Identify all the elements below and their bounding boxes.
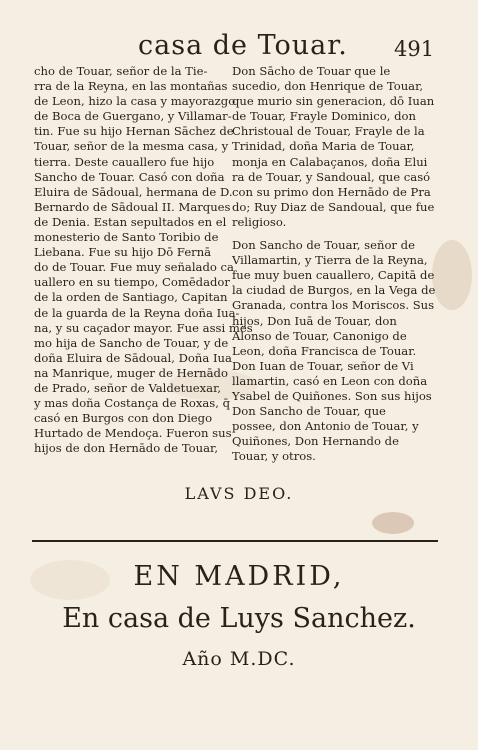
- text-line: Eluira de Sādoual, hermana de D.: [34, 184, 233, 199]
- text-line: ra de Touar, y Sandoual, que casó: [232, 169, 431, 184]
- text-line: na, y su caçador mayor. Fue assi mes: [34, 320, 253, 335]
- imprint-printer: En casa de Luys Sanchez.: [62, 603, 416, 634]
- text-line: Sancho de Touar. Casó con doña: [34, 169, 225, 184]
- text-line: Villamartin, y Tierra de la Reyna,: [232, 253, 428, 268]
- text-line: Touar, y otros.: [232, 449, 316, 464]
- text-line: Ysabel de Quiñones. Son sus hijos: [232, 388, 432, 403]
- text-line: rra de la Reyna, en las montañas: [34, 79, 228, 94]
- text-line: de Boca de Guergano, y Villamar-: [34, 109, 232, 124]
- text-line: Hurtado de Mendoça. Fueron sus: [34, 426, 232, 441]
- text-line: Don Iuan de Touar, señor de Vi: [232, 358, 414, 373]
- text-line: Trinidad, doña Maria de Touar,: [232, 139, 415, 154]
- text-line: Quiñones, Don Hernando de: [232, 434, 399, 449]
- text-line: cho de Touar, señor de la Tie-: [34, 64, 208, 78]
- text-line: de Touar, Frayle Dominico, don: [232, 109, 416, 124]
- text-line: Liebana. Fue su hijo Dō Fernā: [34, 245, 212, 260]
- text-line: y mas doña Costança de Roxas, q̄: [34, 396, 231, 411]
- text-line: fue muy buen cauallero, Capitā de: [232, 268, 435, 283]
- imprint-year: Año M.DC.: [182, 648, 296, 670]
- text-line: de Prado, señor de Valdetuexar,: [34, 380, 222, 395]
- text-line: religioso.: [232, 214, 287, 229]
- text-line: hijos, Don Iuā de Touar, don: [232, 313, 397, 328]
- text-line: Touar, señor de la mesma casa, y: [34, 139, 229, 154]
- text-line: Leon, doña Francisca de Touar.: [232, 343, 417, 358]
- text-line: monesterio de Santo Toribio de: [34, 230, 219, 245]
- text-line: Alonso de Touar, Canonigo de: [232, 328, 407, 343]
- text-line: de Denia. Estan sepultados en el: [34, 214, 227, 229]
- text-line: hijos de don Hernādo de Touar,: [34, 441, 218, 456]
- text-line: casó en Burgos con don Diego: [34, 411, 213, 426]
- page-number: 491: [394, 37, 435, 61]
- text-line: do de Touar. Fue muy señalado ca: [34, 260, 234, 275]
- text-line: Bernardo de Sādoual II. Marques: [34, 199, 231, 214]
- text-line: Don Sācho de Touar que le: [232, 64, 391, 78]
- paper-stain: [432, 240, 472, 310]
- text-line: Christoual de Touar, Frayle de la: [232, 124, 425, 139]
- text-line: la ciudad de Burgos, en la Vega de: [232, 283, 436, 298]
- text-line: uallero en su tiempo, Comēdador: [34, 275, 230, 290]
- text-line: tierra. Deste cauallero fue hijo: [34, 154, 215, 169]
- text-line: de la orden de Santiago, Capitan: [34, 290, 228, 305]
- text-line: monja en Calabaçanos, doña Elui: [232, 154, 428, 169]
- text-line: Don Sancho de Touar, señor de: [232, 238, 415, 253]
- text-line: de Leon, hizo la casa y mayorazgo: [34, 94, 236, 109]
- text-line: mo hija de Sancho de Touar, y de: [34, 335, 229, 350]
- paper-stain: [372, 512, 414, 534]
- left-column: [34, 64, 253, 456]
- paragraph-gap: [232, 230, 428, 238]
- text-line: na Manrique, muger de Hernādo: [34, 365, 228, 380]
- text-line: doña Eluira de Sādoual, Doña Iua: [34, 350, 232, 365]
- text-line: que murio sin generacion, dō Iuan: [232, 94, 435, 109]
- text-line: llamartin, casó en Leon con doña: [232, 373, 428, 388]
- text-line: de la guarda de la Reyna doña Iua-: [34, 305, 240, 320]
- text-line: sucedio, don Henrique de Touar,: [232, 79, 424, 94]
- imprint-city: EN MADRID,: [133, 561, 345, 592]
- text-line: con su primo don Hernādo de Pra: [232, 184, 431, 199]
- text-line: possee, don Antonio de Touar, y: [232, 419, 419, 434]
- text-line: tin. Fue su hijo Hernan Sāchez de: [34, 124, 234, 139]
- running-head: casa de Touar.: [138, 30, 348, 61]
- closing-laus-deo: LAVS DEO.: [184, 484, 294, 503]
- text-line: Granada, contra los Moriscos. Sus: [232, 298, 435, 313]
- right-column: [232, 64, 436, 464]
- separator-rule: [32, 540, 438, 542]
- text-line: Don Sancho de Touar, que: [232, 404, 386, 419]
- text-line: do; Ruy Diaz de Sandoual, que fue: [232, 199, 435, 214]
